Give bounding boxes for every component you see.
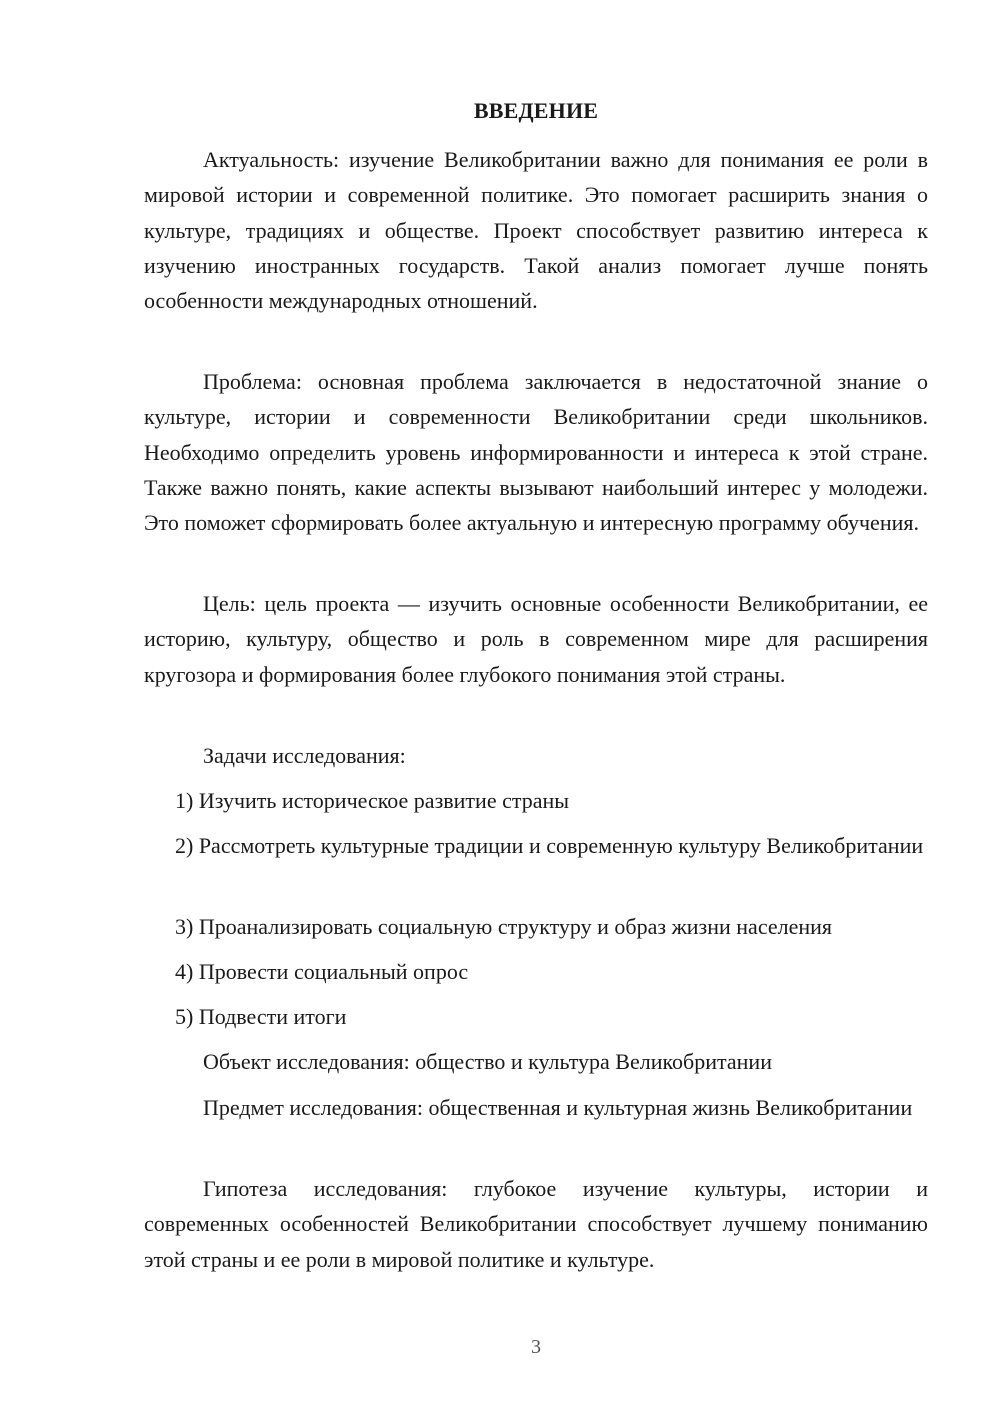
object-paragraph: Объект исследования: общество и культура Великобритании <box>203 1049 772 1074</box>
task-item: 2) Рассмотреть культурные традиции и современную культуру Великобритании <box>175 833 924 858</box>
task-item: 5) Подвести итоги <box>175 1004 347 1029</box>
task-item: 3) Проанализировать социальную структуру и образ жизни населения <box>175 914 833 939</box>
goal-paragraph: Цель: цель проекта — изучить основные особенности Великобритании, ее историю, культуру, общество и роль в современном мире для расширения кругозора и формирования более глубокого понимания этой страны. <box>144 591 928 687</box>
task-item: 4) Провести социальный опрос <box>175 959 469 984</box>
problem-paragraph: Проблема: основная проблема заключается в недостаточной знание о культуре, истории и современности Великобритании среди школьников. Необходимо определить уровень информированности и интереса к этой стране. Также важно понять, какие аспекты вызывают наибольший интерес у молодежи. Это поможет сформировать более актуальную и интересную программу обучения. <box>144 369 928 536</box>
section-title: ВВЕДЕНИЕ <box>473 98 599 123</box>
task-item: 1) Изучить историческое развитие страны <box>175 788 570 813</box>
relevance-paragraph: Актуальность: изучение Великобритании важно для понимания ее роли в мировой истории и современной политике. Это помогает расширить знания о культуре, традициях и обществе. Проект способствует развитию интереса к изучению иностранных государств. Такой анализ помогает лучше понять особенности международных отношений. <box>144 147 928 314</box>
subject-paragraph: Предмет исследования: общественная и культурная жизнь Великобритании <box>203 1095 913 1120</box>
page-number: 3 <box>531 1336 541 1358</box>
hypothesis-paragraph: Гипотеза исследования: глубокое изучение культуры, истории и современных особенностей Великобритании способствует лучшему пониманию этой страны и ее роли в мировой политике и культуре. <box>144 1176 928 1272</box>
tasks-heading: Задачи исследования: <box>203 743 406 768</box>
